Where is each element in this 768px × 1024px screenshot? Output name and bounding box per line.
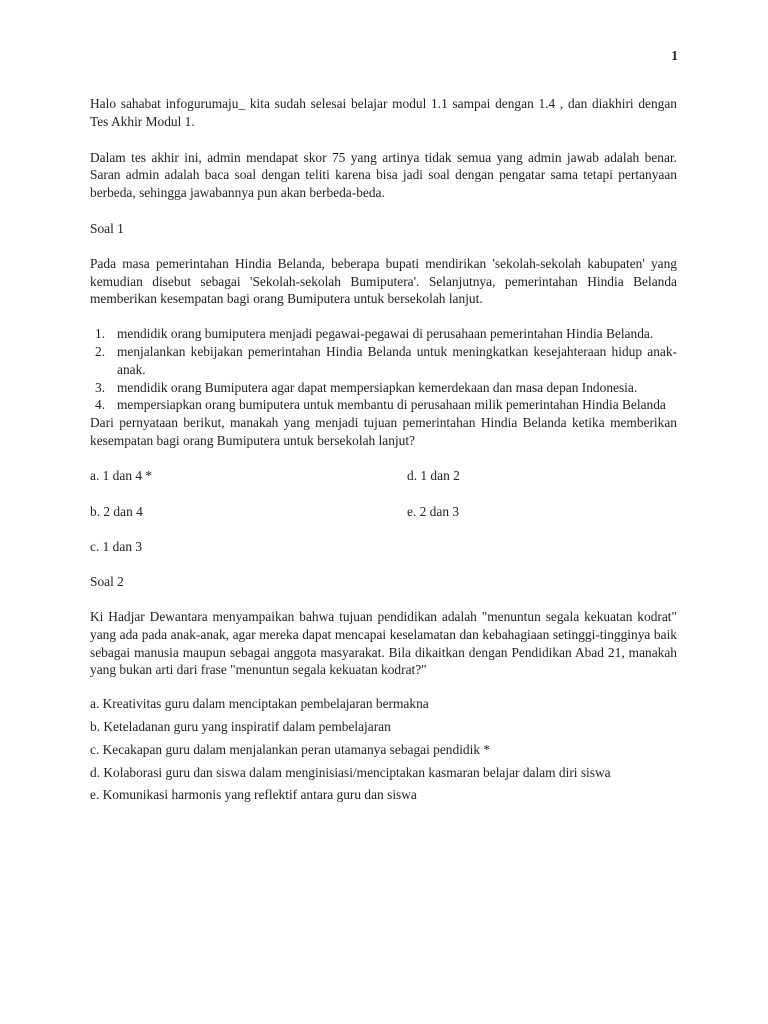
soal1-option-a: a. 1 dan 4 * [90,467,153,483]
soal2-option-a: a. Kreativitas guru dalam menciptakan pembelajaran bermakna [90,696,429,712]
soal1-statement [90,379,677,397]
soal1-statement [90,325,677,343]
soal2-heading: Soal 2 [90,574,124,590]
statement-text: mendidik orang Bumiputera agar dapat mempersiapkan kemerdekaan dan masa depan Indonesia. [117,379,638,395]
soal2-option-c: c. Kecakapan guru dalam menjalankan peran utamanya sebagai pendidik * [90,741,491,757]
statement-text: menjalankan kebijakan pemerintahan Hindia Belanda untuk meningkatkan kesejahteraan hidup anak-anak. [117,343,677,377]
soal1-option-b: b. 2 dan 4 [90,503,143,519]
statement-number: 3. [95,379,106,395]
soal1-statement [90,396,677,414]
soal2-stem: Ki Hadjar Dewantara menyampaikan bahwa tujuan pendidikan adalah "menuntun segala kekuatan kodrat" yang ada pada anak-anak, agar mereka dapat mencapai keselamatan dan kebahagiaan setinggi-tingginya baik sebagai manusia maupun sebagai anggota masyarakat. Bila dikaitkan dengan Pendidikan Abad 21, manakah yang bukan arti dari frase "menuntun segala kekuatan kodrat?" [90,608,677,678]
soal1-option-c: c. 1 dan 3 [90,539,143,555]
soal1-option-e: e. 2 dan 3 [407,503,460,519]
statement-text: mempersiapkan orang bumiputera untuk membantu di perusahaan milik pemerintahan Hindia Belanda [117,397,666,413]
document-body [90,95,677,809]
soal1-question: Dari pernyataan berikut, manakah yang menjadi tujuan pemerintahan Hindia Belanda ketika memberikan kesempatan bagi orang Bumiputera untuk bersekolah lanjut? [90,415,677,448]
soal1-options [90,467,677,556]
page-number: 1 [671,48,678,63]
soal1-statement [90,343,677,379]
soal1-stem: Pada masa pemerintahan Hindia Belanda, beberapa bupati mendirikan 'sekolah-sekolah kabupaten' yang kemudian disebut sebagai 'Sekolah-sekolah Bumiputera'. Selanjutnya, pemerintahan Hindia Belanda memberikan kesempatan bagi orang Bumiputera untuk bersekolah lanjut. [90,255,677,307]
statement-number: 4. [95,397,106,413]
soal2-option-e: e. Komunikasi harmonis yang reflektif antara guru dan siswa [90,787,417,803]
soal1-statement-list [90,325,677,414]
soal2-options [90,695,677,804]
statement-text: mendidik orang bumiputera menjadi pegawai-pegawai di perusahaan pemerintahan Hindia Belanda. [117,326,654,342]
soal2-option-d: d. Kolaborasi guru dan siswa dalam menginisiasi/menciptakan kasmaran belajar dalam diri siswa [90,764,611,780]
soal1-heading: Soal 1 [90,220,124,236]
soal2-option-b: b. Keteladanan guru yang inspiratif dalam pembelajaran [90,718,391,734]
intro-greeting: Halo sahabat infogurumaju_ kita sudah selesai belajar modul 1.1 sampai dengan 1.4 , dan diakhiri dengan Tes Akhir Modul 1. [90,96,677,129]
statement-number: 1. [95,326,106,342]
soal1-option-d: d. 1 dan 2 [407,467,460,483]
intro-note: Dalam tes akhir ini, admin mendapat skor 75 yang artinya tidak semua yang admin jawab adalah benar. Saran admin adalah baca soal dengan teliti karena bisa jadi soal dengan pengatar sama tetapi pertanyaan berbeda, sehingga jawabannya pun akan berbeda-beda. [90,149,677,201]
statement-number: 2. [95,343,106,359]
